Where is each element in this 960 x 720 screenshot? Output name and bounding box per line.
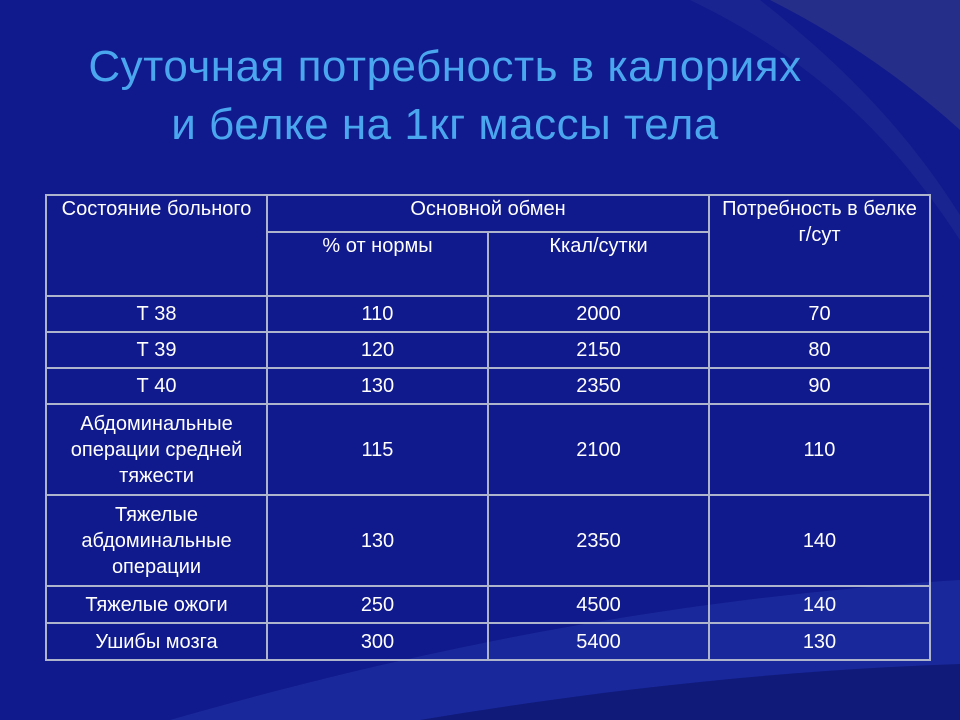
cell-condition: Т 39: [46, 332, 267, 368]
cell-protein: 130: [709, 623, 930, 660]
table-row: [46, 332, 930, 368]
cell-condition: Т 40: [46, 368, 267, 404]
table-row: [46, 586, 930, 623]
cell-percent: 250: [267, 586, 488, 623]
table-row: [46, 368, 930, 404]
cell-condition: Тяжелые ожоги: [46, 586, 267, 623]
cell-percent: 130: [267, 495, 488, 586]
cell-kcal: 2350: [488, 368, 709, 404]
cell-protein: 140: [709, 586, 930, 623]
cell-condition: Ушибы мозга: [46, 623, 267, 660]
cell-kcal: 2100: [488, 404, 709, 495]
cell-percent: 300: [267, 623, 488, 660]
slide-title-line-2: и белке на 1кг массы тела: [171, 100, 719, 149]
header-basal-metabolism: Основной обмен: [267, 195, 709, 232]
slide-title: [0, 38, 890, 154]
cell-condition: Абдоминальные операции средней тяжести: [46, 404, 267, 495]
cell-percent: 115: [267, 404, 488, 495]
cell-kcal: 2350: [488, 495, 709, 586]
cell-protein: 80: [709, 332, 930, 368]
header-protein-need: Потребность в белке г/сут: [709, 195, 930, 296]
cell-percent: 110: [267, 296, 488, 332]
cell-protein: 70: [709, 296, 930, 332]
cell-kcal: 5400: [488, 623, 709, 660]
cell-protein: 110: [709, 404, 930, 495]
cell-percent: 120: [267, 332, 488, 368]
header-kcal-per-day: Ккал/сутки: [488, 232, 709, 296]
table-row: [46, 404, 930, 495]
cell-kcal: 2150: [488, 332, 709, 368]
slide-title-line-1: Суточная потребность в калориях: [88, 42, 802, 91]
table-header-row: [46, 195, 930, 232]
table-row: [46, 623, 930, 660]
cell-condition: Т 38: [46, 296, 267, 332]
calorie-protein-table: [45, 194, 931, 661]
cell-percent: 130: [267, 368, 488, 404]
cell-kcal: 2000: [488, 296, 709, 332]
cell-condition: Тяжелые абдоминальные операции: [46, 495, 267, 586]
cell-kcal: 4500: [488, 586, 709, 623]
table-row: [46, 495, 930, 586]
header-condition: Состояние больного: [46, 195, 267, 296]
header-percent-of-norm: % от нормы: [267, 232, 488, 296]
cell-protein: 90: [709, 368, 930, 404]
table-row: [46, 296, 930, 332]
cell-protein: 140: [709, 495, 930, 586]
